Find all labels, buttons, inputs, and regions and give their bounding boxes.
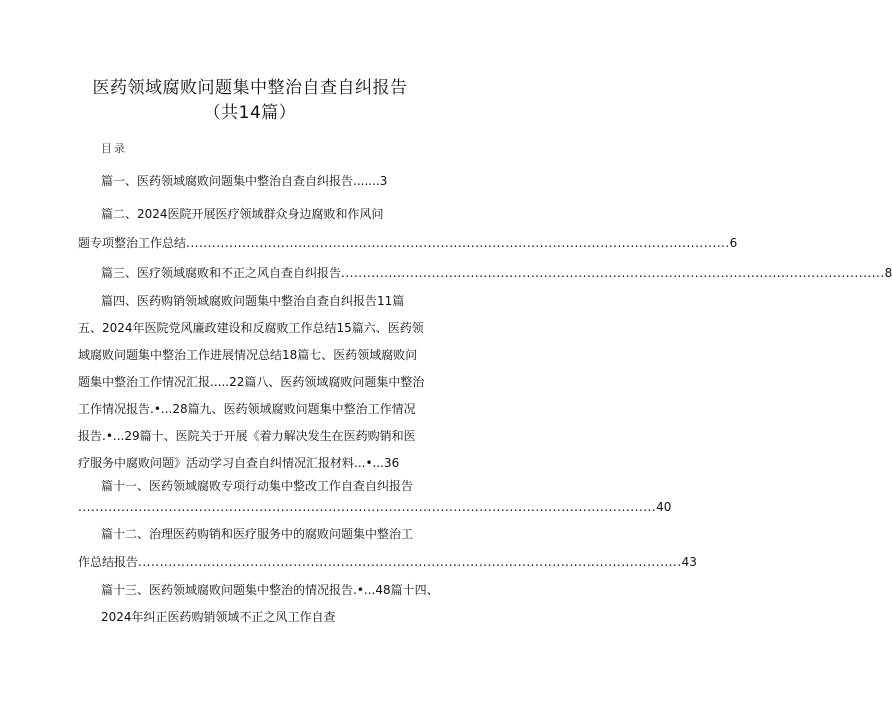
toc-entry-text: 篇三、医疗领域腐败和不正之风自查自纠报告 (101, 266, 342, 280)
toc-label: 目录 (101, 142, 127, 155)
toc-entry[interactable]: 疗服务中腐败问题》活动学习自查自纠情况汇报材料...•...36 (78, 456, 400, 470)
toc-entry[interactable]: 篇十三、医药领域腐败问题集中整治的情况报告.•...48篇十四、 (101, 583, 439, 597)
toc-entry-leader[interactable] (78, 234, 738, 251)
toc-entry-text: 作总结报告 (78, 555, 139, 569)
leader-dots: .............................................................................................................................. (138, 555, 682, 569)
toc-entry[interactable]: 五、2024年医院党风廉政建设和反腐败工作总结15篇六、医药领 (78, 321, 424, 335)
leader-dots: .............................................................................................................................. (341, 266, 885, 280)
toc-entry-text: 题专项整治工作总结 (78, 236, 187, 250)
toc-page-number: 40 (656, 500, 672, 514)
toc-entry-leader[interactable] (101, 264, 892, 281)
toc-entry[interactable]: 域腐败问题集中整治工作进展情况总结18篇七、医药领域腐败问 (78, 348, 418, 362)
toc-entry[interactable]: 题集中整治工作情况汇报.....22篇八、医药领域腐败问题集中整治 (78, 375, 425, 389)
toc-entry[interactable]: 工作情况报告.•...28篇九、医药领域腐败问题集中整治工作情况 (78, 402, 416, 416)
toc-entry[interactable]: 篇一、医药领域腐败问题集中整治自查自纠报告.......3 (101, 174, 388, 188)
toc-entry[interactable]: 篇二、2024医院开展医疗领域群众身边腐败和作风问 (101, 207, 384, 221)
toc-entry-leader[interactable] (78, 553, 697, 570)
toc-page-number: 43 (681, 555, 697, 569)
document-title: 医药领域腐败问题集中整治自查自纠报告 (92, 78, 408, 98)
leader-dots: .............................................................................................................................. (186, 236, 730, 250)
leader-dots: ...................................................................................................................................... (78, 500, 657, 514)
toc-entry[interactable]: 篇四、医药购销领域腐败问题集中整治自查自纠报告11篇 (101, 294, 405, 308)
toc-page-number: 6 (729, 236, 738, 250)
document-title-count: （共14篇） (203, 103, 297, 123)
toc-entry[interactable]: 报告.•...29篇十、医院关于开展《着力解决发生在医药购销和医 (78, 429, 416, 443)
toc-entry[interactable]: 2024年纠正医药购销领域不正之风工作自查 (101, 610, 336, 624)
toc-entry[interactable]: 篇十二、治理医药购销和医疗服务中的腐败问题集中整治工 (101, 527, 414, 541)
toc-entry-leader[interactable] (78, 500, 672, 514)
toc-entry[interactable]: 篇十一、医药领域腐败专项行动集中整改工作自查自纠报告 (101, 479, 414, 493)
toc-page-number: 8 (884, 266, 892, 280)
